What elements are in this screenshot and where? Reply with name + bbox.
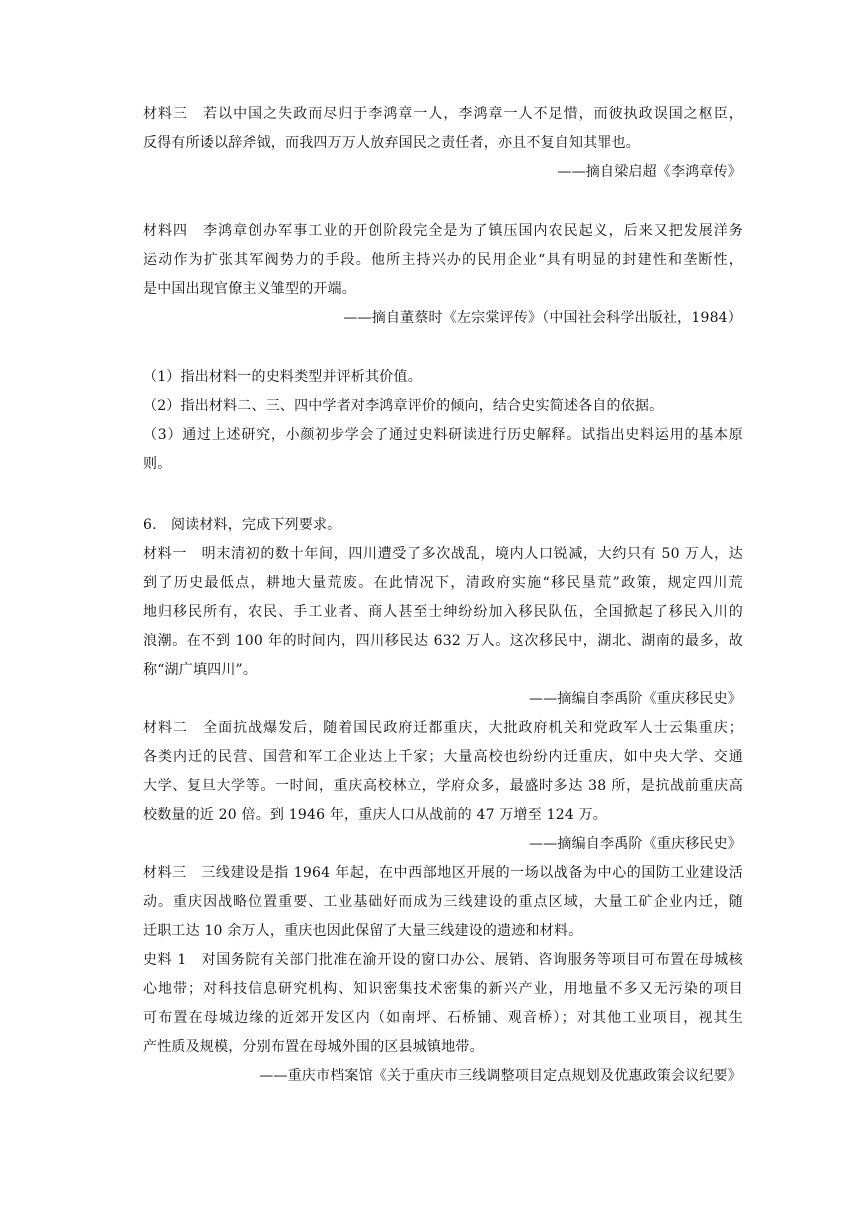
text-line: 校数量的近 20 倍。到 1946 年，重庆人口从战前的 47 万增至 124 万。 bbox=[143, 807, 607, 823]
source-citation: ——重庆市档案馆《关于重庆市三线调整项目定点规划及优惠政策会议纪要》 bbox=[259, 1068, 742, 1084]
text-line: 材料三 若以中国之失政而尽归于李鸿章一人，李鸿章一人不足惜，而彼执政误国之枢臣， bbox=[143, 106, 743, 122]
text-line: 产性质及规模，分别布置在母城外围的区县城镇地带。 bbox=[143, 1039, 484, 1055]
question-item: （2）指出材料二、三、四中学者对李鸿章评价的倾向，结合史实简述各自的依据。 bbox=[143, 398, 664, 414]
text-line: 反得有所诿以辞斧钺，而我四万万人放弃国民之责任者，亦且不复自知其罪也。 bbox=[143, 135, 640, 151]
source-citation: ——摘编自李禹阶《重庆移民史》 bbox=[529, 691, 742, 707]
question-item: （3）通过上述研究，小颜初步学会了通过史料研读进行历史解释。试指出史料运用的基本原 bbox=[143, 427, 743, 443]
text-line: 称“湖广填四川”。 bbox=[143, 662, 258, 678]
text-line: 迁职工达 10 余万人，重庆也因此保留了大量三线建设的遗迹和材料。 bbox=[143, 923, 583, 939]
question-heading: 6. 阅读材料，完成下列要求。 bbox=[143, 517, 342, 533]
text-line: 材料一 明末清初的数十年间，四川遭受了多次战乱，境内人口锐减，大约只有 50 万人，达 bbox=[143, 546, 743, 562]
source-citation: ——摘自董蔡时《左宗棠评传》（中国社会科学出版社，1984） bbox=[343, 310, 742, 326]
question-item: （1）指出材料一的史料类型并评析其价值。 bbox=[143, 369, 422, 385]
text-line: 大学、复旦大学等。一时间，重庆高校林立，学府众多，最盛时多达 38 所，是抗战前重庆高 bbox=[143, 778, 743, 794]
text-line: 运动作为扩张其军阀势力的手段。他所主持兴办的民用企业“具有明显的封建性和垄断性， bbox=[143, 252, 743, 268]
text-line: 则。 bbox=[143, 456, 172, 472]
text-line: 可布置在母城边缘的近郊开发区内（如南坪、石桥铺、观音桥）；对其他工业项目，视其生 bbox=[143, 1010, 743, 1026]
text-line: 材料三 三线建设是指 1964 年起，在中西部地区开展的一场以战备为中心的国防工业建设活 bbox=[143, 865, 743, 881]
text-line: 到了历史最低点，耕地大量荒废。在此情况下，清政府实施“移民垦荒”政策，规定四川荒 bbox=[143, 575, 743, 591]
text-line: 是中国出现官僚主义雏型的开端。 bbox=[143, 281, 356, 297]
text-line: 材料四 李鸿章创办军事工业的开创阶段完全是为了镇压国内农民起义，后来又把发展洋务 bbox=[143, 223, 743, 239]
text-line: 心地带；对科技信息研究机构、知识密集技术密集的新兴产业，用地量不多又无污染的项目 bbox=[143, 981, 743, 997]
text-line: 各类内迁的民营、国营和军工企业达上千家；大量高校也纷纷内迁重庆，如中央大学、交通 bbox=[143, 749, 743, 765]
text-line: 地归移民所有，农民、手工业者、商人甚至士绅纷纷加入移民队伍，全国掀起了移民入川的 bbox=[143, 604, 743, 620]
text-line: 史料 1 对国务院有关部门批准在渝开设的窗口办公、展销、咨询服务等项目可布置在母城核 bbox=[143, 952, 743, 968]
text-line: 动。重庆因战略位置重要、工业基础好而成为三线建设的重点区域，大量工矿企业内迁，随 bbox=[143, 894, 743, 910]
text-line: 材料二 全面抗战爆发后，随着国民政府迁都重庆，大批政府机关和党政军人士云集重庆； bbox=[143, 720, 743, 736]
text-line: 浪潮。在不到 100 年的时间内，四川移民达 632 万人。这次移民中，湖北、湖南的最多，故 bbox=[143, 633, 743, 649]
source-citation: ——摘自梁启超《李鸿章传》 bbox=[557, 164, 742, 180]
source-citation: ——摘编自李禹阶《重庆移民史》 bbox=[529, 836, 742, 852]
